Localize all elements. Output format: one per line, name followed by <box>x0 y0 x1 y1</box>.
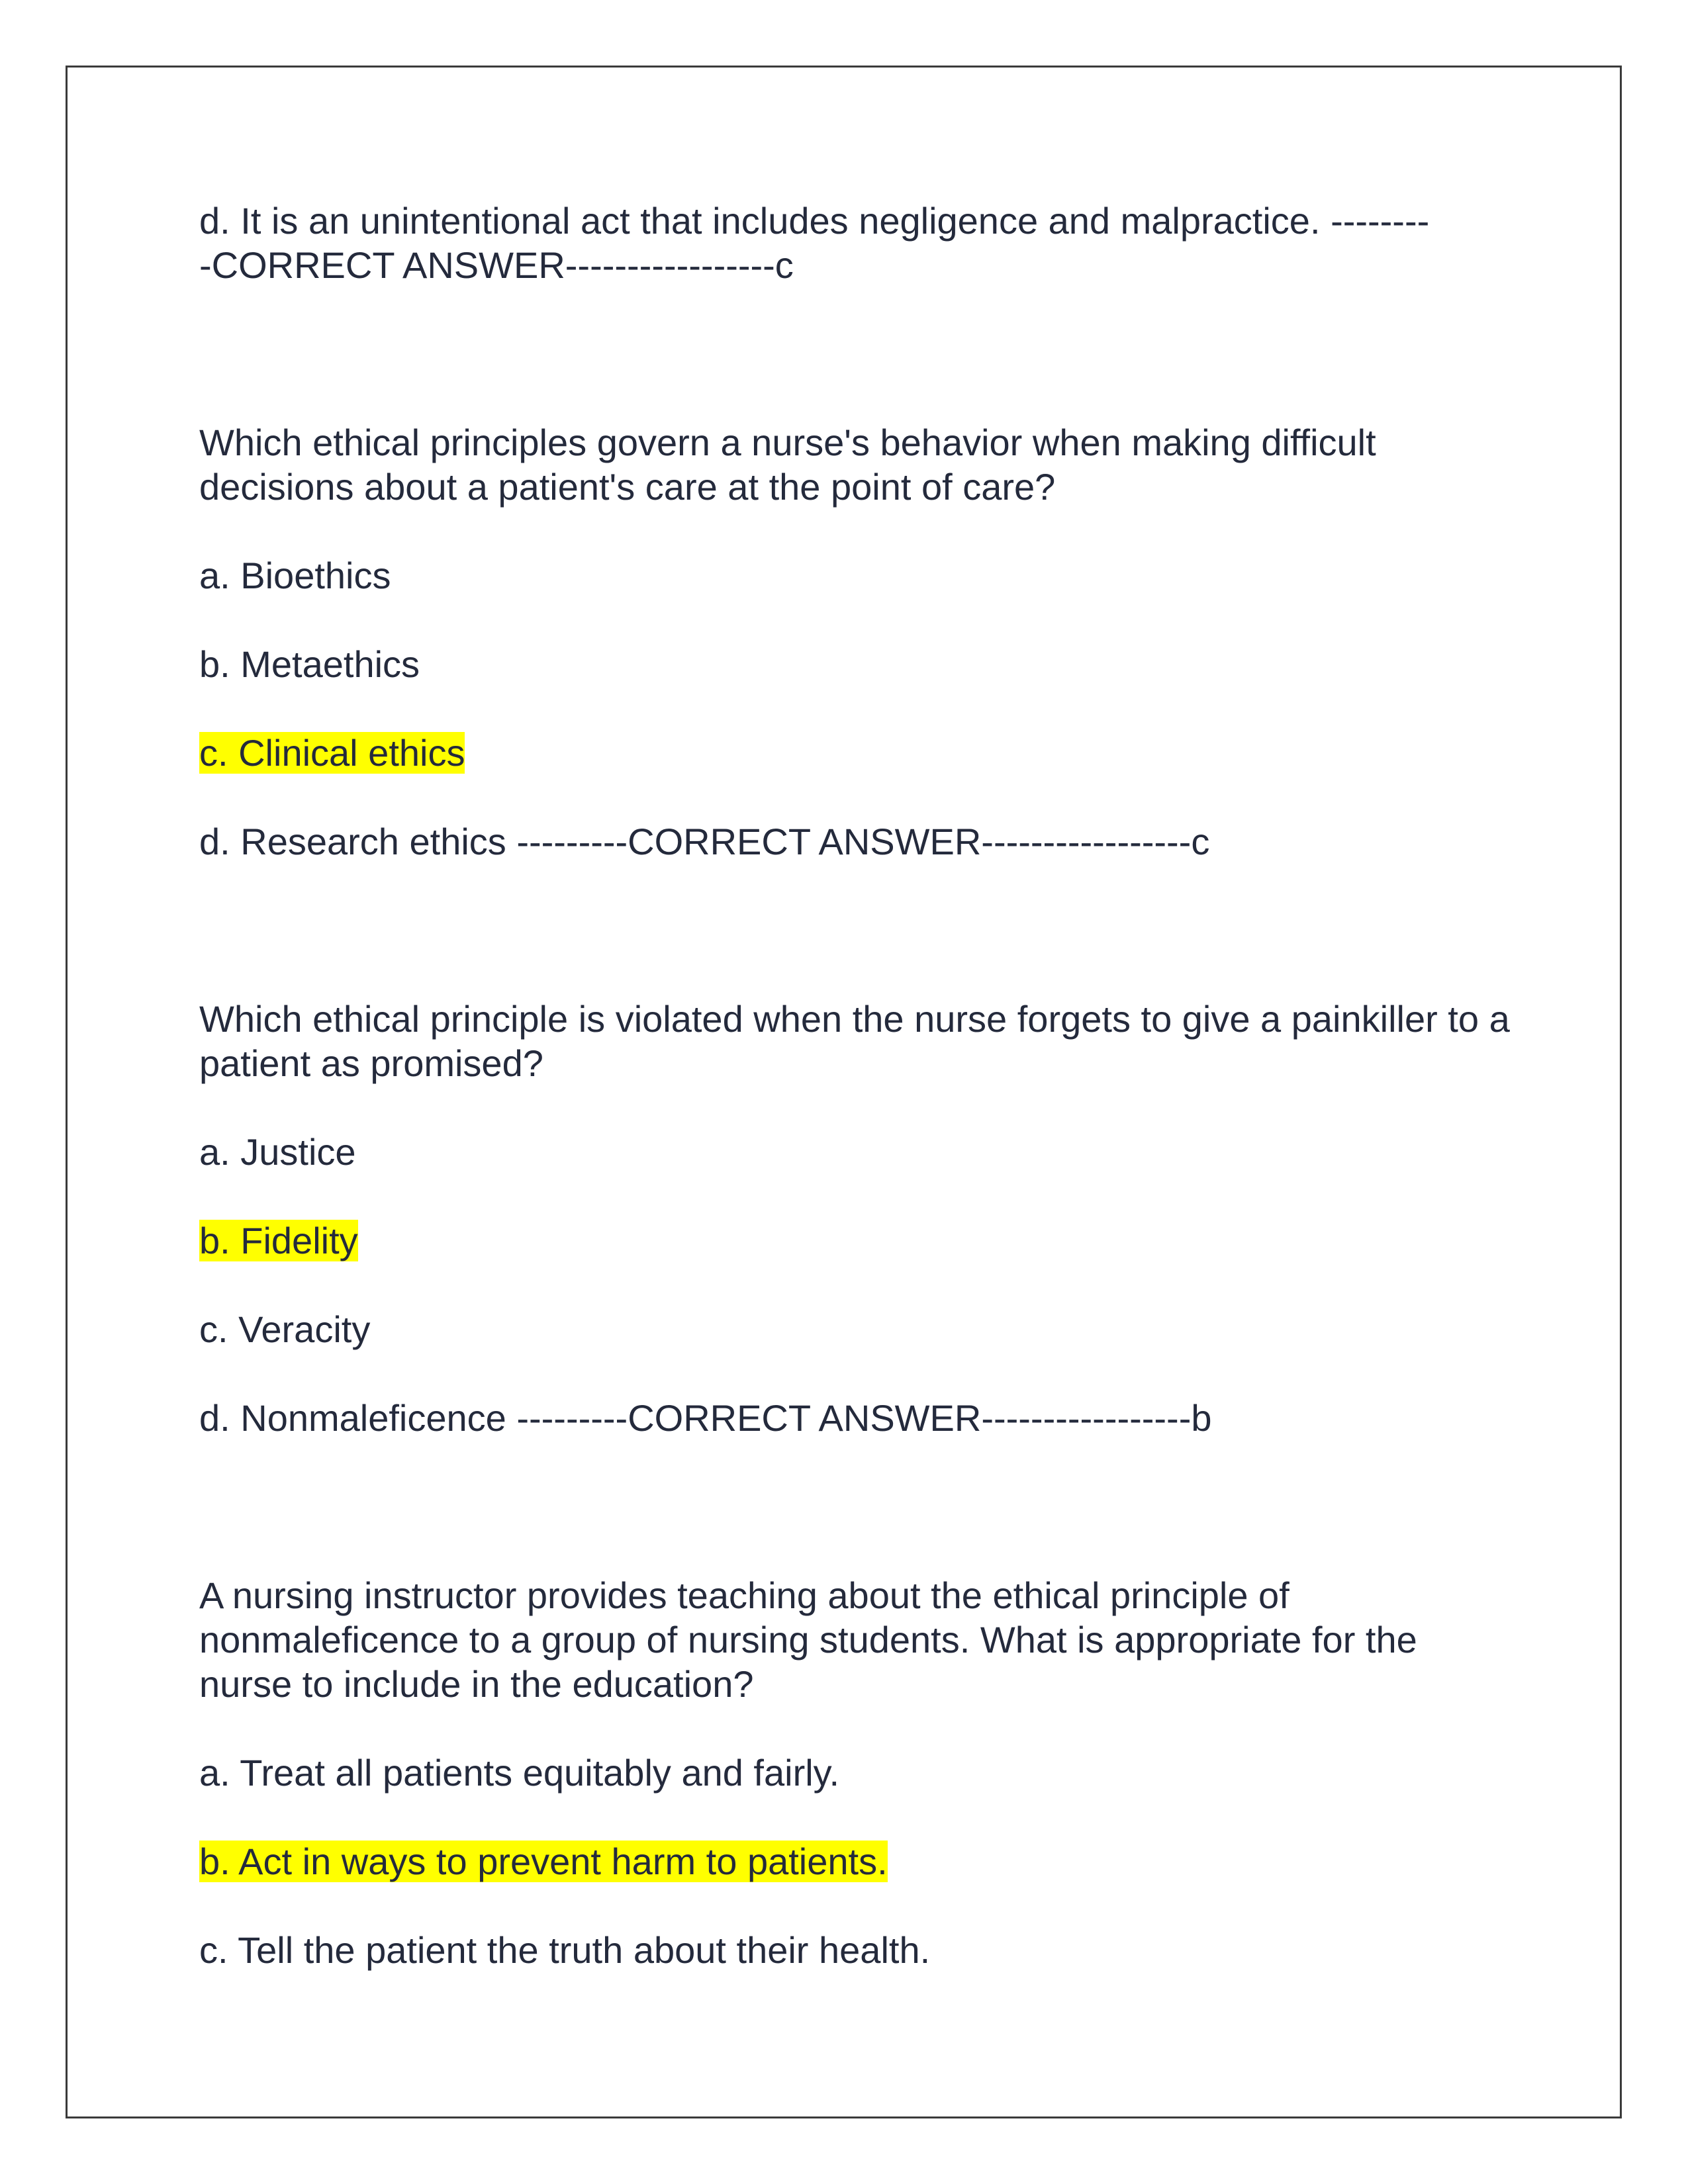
option-b-highlighted: b. Fidelity <box>199 1220 358 1261</box>
question-block <box>199 420 1517 864</box>
option-a: a. Justice <box>199 1131 356 1173</box>
option-b-row <box>199 1839 1517 1884</box>
option-b-row <box>199 1218 1517 1263</box>
question-stem: Which ethical principle is violated when the nurse forgets to give a painkiller to a patient as promised? <box>199 998 1510 1084</box>
option-b: b. Metaethics <box>199 643 420 685</box>
prev-option-d: d. It is an unintentional act that includes negligence and malpractice. -------- <box>199 200 1430 242</box>
option-c-highlighted: c. Clinical ethics <box>199 732 465 774</box>
document-content <box>199 199 1517 1972</box>
option-c: c. Tell the patient the truth about their health. <box>199 1929 931 1971</box>
option-c-row <box>199 731 1517 775</box>
option-d-answer: d. Nonmaleficence ---------CORRECT ANSWER-----------------b <box>199 1397 1212 1439</box>
option-d-answer: d. Research ethics ---------CORRECT ANSWER-----------------c <box>199 821 1210 862</box>
question-block <box>199 1573 1517 1972</box>
question-block <box>199 997 1517 1440</box>
option-b-highlighted: b. Act in ways to prevent harm to patients. <box>199 1841 888 1882</box>
option-a: a. Bioethics <box>199 555 391 596</box>
question-stem: Which ethical principles govern a nurse's behavior when making difficult decisions about a patient's care at the point of care? <box>199 422 1376 508</box>
question-stem: A nursing instructor provides teaching about the ethical principle of nonmaleficence to a group of nursing students. What is appropriate for the nurse to include in the education? <box>199 1574 1417 1705</box>
option-c: c. Veracity <box>199 1308 371 1350</box>
prev-answer-line: -CORRECT ANSWER-----------------c <box>199 244 794 286</box>
option-a: a. Treat all patients equitably and fairly. <box>199 1752 840 1794</box>
